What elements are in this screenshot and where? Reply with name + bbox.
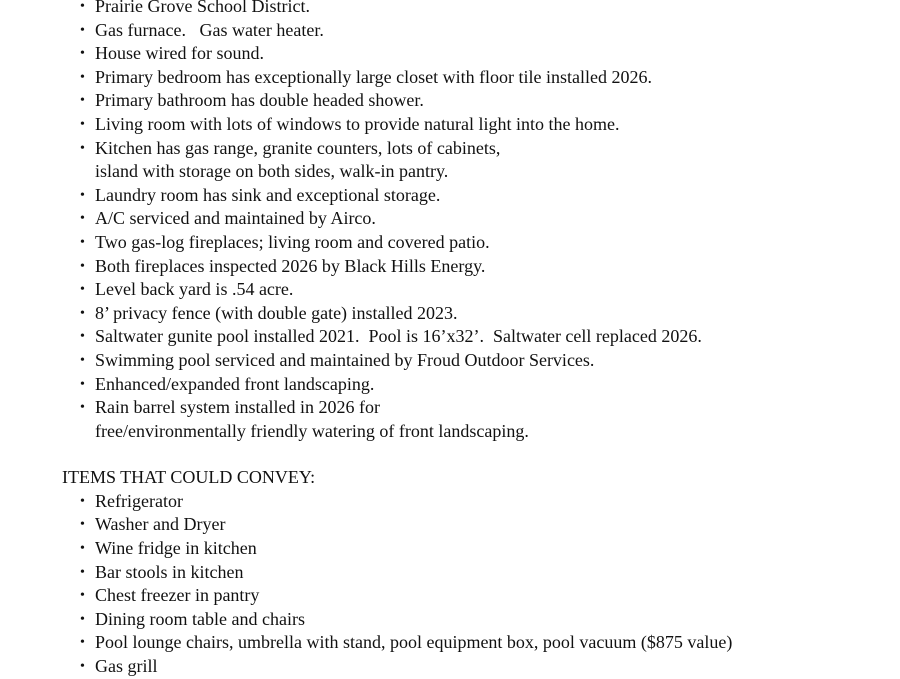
list-item-text: Saltwater gunite pool installed 2021. Pool is 16’x32’. Saltwater cell replaced 2026. — [95, 326, 702, 347]
convey-item — [0, 631, 900, 655]
bullet-icon: • — [80, 234, 85, 250]
bullet-icon: • — [80, 46, 85, 62]
feature-item — [0, 19, 900, 43]
bullet-icon: • — [80, 93, 85, 109]
bullet-icon: • — [80, 400, 85, 416]
bullet-icon: • — [80, 329, 85, 345]
feature-item — [0, 184, 900, 208]
bullet-icon: • — [80, 611, 85, 627]
list-item-text: Chest freezer in pantry — [95, 585, 260, 606]
list-item-text: Both fireplaces inspected 2026 by Black Hills Energy. — [95, 255, 486, 276]
list-item-text: House wired for sound. — [95, 43, 264, 64]
feature-item — [0, 325, 900, 349]
bullet-icon: • — [80, 352, 85, 368]
list-item-text: Kitchen has gas range, granite counters, lots of cabinets, — [95, 137, 501, 158]
bullet-icon: • — [80, 376, 85, 392]
feature-item — [0, 0, 900, 19]
feature-item — [0, 42, 900, 66]
convey-item — [0, 655, 900, 679]
convey-item — [0, 537, 900, 561]
bullet-icon: • — [80, 517, 85, 533]
list-item-text: Living room with lots of windows to provide natural light into the home. — [95, 113, 620, 134]
bullet-icon: • — [80, 258, 85, 274]
feature-item — [0, 231, 900, 255]
convey-item — [0, 490, 900, 514]
feature-item — [0, 66, 900, 90]
feature-item — [0, 396, 900, 443]
list-item-text: Primary bedroom has exceptionally large closet with floor tile installed 2026. — [95, 66, 653, 87]
list-item-text: Bar stools in kitchen — [95, 561, 244, 582]
feature-item — [0, 207, 900, 231]
feature-item — [0, 113, 900, 137]
bullet-icon: • — [80, 187, 85, 203]
convey-list — [0, 490, 900, 679]
list-item-text: Laundry room has sink and exceptional storage. — [95, 184, 441, 205]
list-item-text: island with storage on both sides, walk-in pantry. — [95, 161, 449, 182]
list-item-text: Enhanced/expanded front landscaping. — [95, 373, 375, 394]
bullet-icon: • — [80, 69, 85, 85]
list-item-text: 8’ privacy fence (with double gate) installed 2023. — [95, 302, 458, 323]
list-item-text: Refrigerator — [95, 490, 183, 511]
feature-item — [0, 137, 900, 184]
list-item-text: Gas furnace. Gas water heater. — [95, 19, 324, 40]
list-item-text: Primary bathroom has double headed shower. — [95, 90, 424, 111]
list-item-text: Two gas-log fireplaces; living room and covered patio. — [95, 231, 490, 252]
list-item-text: Washer and Dryer — [95, 514, 226, 535]
bullet-icon: • — [80, 493, 85, 509]
bullet-icon: • — [80, 635, 85, 651]
convey-item — [0, 584, 900, 608]
convey-item — [0, 561, 900, 585]
feature-item — [0, 278, 900, 302]
bullet-icon: • — [80, 116, 85, 132]
feature-item — [0, 255, 900, 279]
bullet-icon: • — [80, 305, 85, 321]
list-item-text: Pool lounge chairs, umbrella with stand, pool equipment box, pool vacuum ($875 value) — [95, 632, 733, 653]
list-item-text: Gas grill — [95, 656, 158, 677]
convey-item — [0, 608, 900, 632]
feature-item — [0, 89, 900, 113]
list-item-text: A/C serviced and maintained by Airco. — [95, 208, 376, 229]
convey-heading: ITEMS THAT COULD CONVEY: — [62, 467, 316, 488]
convey-item — [0, 513, 900, 537]
list-item-text: Dining room table and chairs — [95, 608, 305, 629]
list-item-text: Prairie Grove School District. — [95, 0, 310, 16]
list-item-text: Swimming pool serviced and maintained by Froud Outdoor Services. — [95, 349, 595, 370]
bullet-icon: • — [80, 22, 85, 38]
list-item-text: Rain barrel system installed in 2026 for — [95, 397, 380, 418]
bullet-icon: • — [80, 211, 85, 227]
feature-item — [0, 302, 900, 326]
bullet-icon: • — [80, 282, 85, 298]
feature-item — [0, 349, 900, 373]
list-item-text: free/environmentally friendly watering of front landscaping. — [95, 420, 529, 441]
feature-item — [0, 373, 900, 397]
bullet-icon: • — [80, 0, 85, 14]
list-item-text: Wine fridge in kitchen — [95, 538, 257, 559]
list-item-text: Level back yard is .54 acre. — [95, 279, 294, 300]
bullet-icon: • — [80, 588, 85, 604]
bullet-icon: • — [80, 659, 85, 675]
bullet-icon: • — [80, 541, 85, 557]
bullet-icon: • — [80, 140, 85, 156]
bullet-icon: • — [80, 564, 85, 580]
